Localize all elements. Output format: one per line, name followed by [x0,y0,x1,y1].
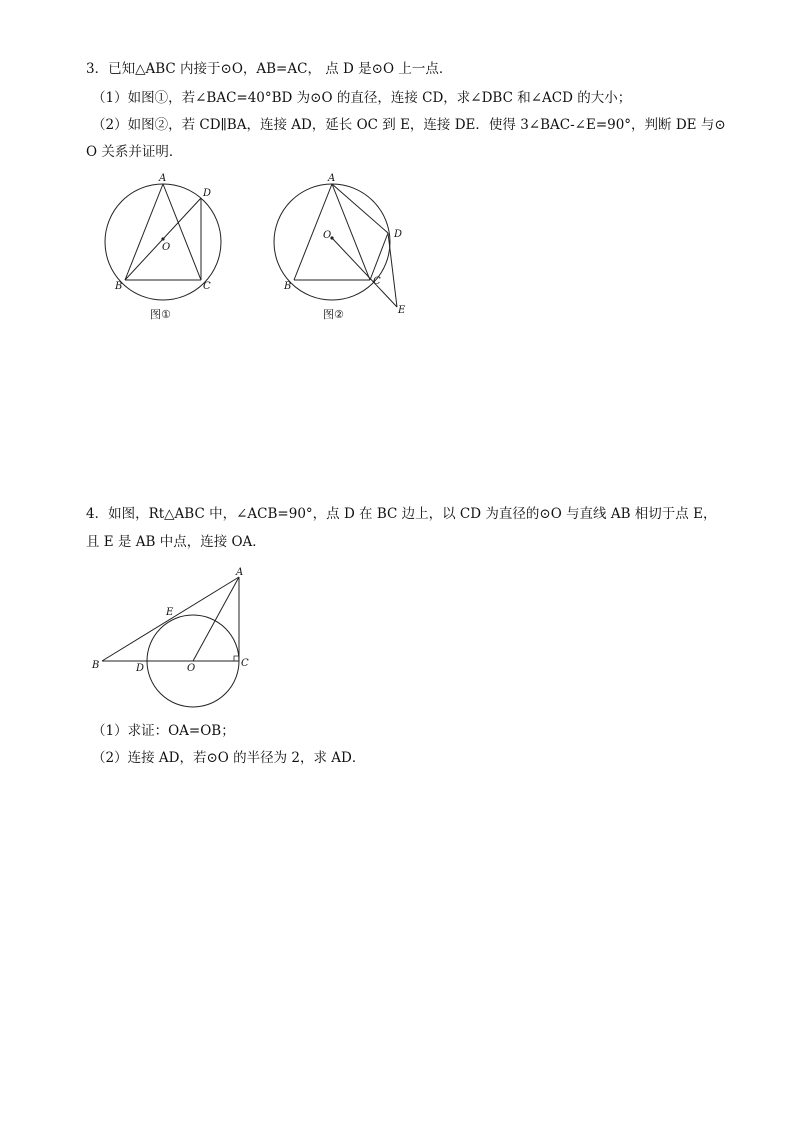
fig1-label-C: C [203,281,211,292]
q4-stem-line1: 4．如图，Rt△ABC 中，∠ACB=90°，点 D 在 BC 边上，以 CD 为直径的⊙O 与直线 AB 相切于点 E， [86,506,717,522]
fig2-label-O: O [323,230,332,241]
q4-figure [86,563,256,713]
q4-stem-line2: 且 E 是 AB 中点，连接 OA． [86,534,266,550]
q3-figure-1 [100,170,240,305]
q4-part2: （2）连接 AD，若⊙O 的半径为 2，求 AD． [92,750,366,766]
q3-stem: 3．已知△ABC 内接于⊙O，AB=AC， 点 D 是⊙O 上一点． [86,61,453,77]
q4-part1: （1）求证：OA=OB； [92,723,235,739]
fig2-label-B: B [284,281,292,292]
fig1-label-O: O [162,242,171,253]
q3-part2-line1: （2）如图②，若 CD∥BA，连接 AD，延长 OC 到 E，连接 DE．使得 3∠BAC-∠E=90°，判断 DE 与⊙ [92,117,726,133]
fig1-label-B: B [115,281,123,292]
q3-figure-2-caption: 图② [323,308,344,321]
q3-part2-line2: O 关系并证明． [86,144,183,160]
fig4-label-O: O [187,663,196,674]
q3-part1: （1）如图①，若∠BAC=40°BD 为⊙O 的直径，连接 CD，求∠DBC 和∠ACD 的大小； [92,90,632,106]
fig1-label-D: D [203,188,212,199]
fig2-label-C: C [373,276,381,287]
fig1-label-A: A [159,173,167,184]
fig4-label-C: C [241,658,249,669]
fig2-label-E: E [398,305,406,316]
q3-figure-2 [268,170,418,320]
fig2-label-A: A [328,173,336,184]
fig2-label-D: D [394,229,403,240]
q3-figure-1-caption: 图① [150,308,171,321]
fig4-label-D: D [136,663,145,674]
fig4-label-A: A [236,567,244,578]
fig4-label-E: E [166,607,174,618]
fig4-label-B: B [92,660,100,671]
